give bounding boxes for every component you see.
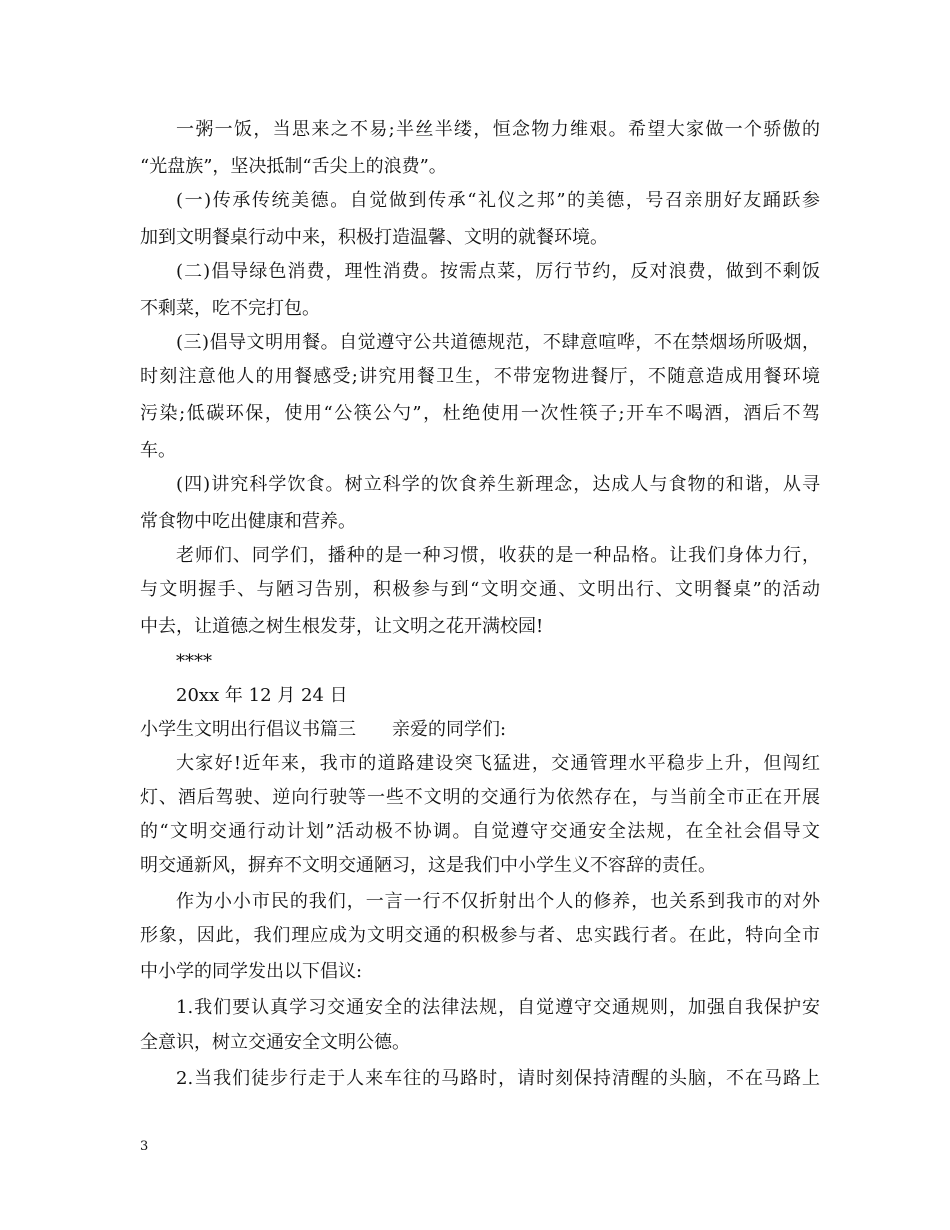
text-line: 与文明握手、与陋习告别，积极参与到“文明交通、文明出行、文明餐桌”的活动 bbox=[140, 579, 820, 600]
text-line: 车。 bbox=[140, 440, 176, 461]
text-line: 污染;低碳环保，使用“公筷公勺”，杜绝使用一次性筷子;开车不喝酒，酒后不驾 bbox=[140, 403, 820, 424]
text-line: 全意识，树立交通安全文明公德。 bbox=[140, 1032, 410, 1053]
section-heading: 小学生文明出行倡议书篇三 亲爱的同学们: bbox=[140, 719, 507, 740]
text-line: 灯、酒后驾驶、逆向行驶等一些不文明的交通行为依然存在，与当前全市正在开展 bbox=[140, 787, 820, 808]
text-line: (四)讲究科学饮食。树立科学的饮食养生新理念，达成人与食物的和谐，从寻 bbox=[176, 474, 820, 495]
text-line: 大家好!近年来，我市的道路建设突飞猛进，交通管理水平稳步上升，但闯红 bbox=[176, 753, 820, 774]
text-line: (二)倡导绿色消费，理性消费。按需点菜，厉行节约，反对浪费，做到不剩饭 bbox=[176, 261, 820, 282]
text-line: 作为小小市民的我们，一言一行不仅折射出个人的修养，也关系到我市的对外 bbox=[176, 891, 820, 912]
date-line: 20xx 年 12 月 24 日 bbox=[176, 685, 348, 706]
text-line: 形象，因此，我们理应成为文明交通的积极参与者、忠实践行者。在此，特向全市 bbox=[140, 925, 820, 946]
text-line: 的“文明交通行动计划”活动极不协调。自觉遵守交通安全法规，在全社会倡导文 bbox=[140, 821, 820, 842]
signature-stars: **** bbox=[176, 651, 212, 672]
text-line: 加到文明餐桌行动中来，积极打造温馨、文明的就餐环境。 bbox=[140, 227, 608, 248]
text-line: 时刻注意他人的用餐感受;讲究用餐卫生，不带宠物进餐厅，不随意造成用餐环境 bbox=[140, 366, 820, 387]
text-line: (一)传承传统美德。自觉做到传承“礼仪之邦”的美德，号召亲朋好友踊跃参 bbox=[176, 190, 820, 211]
text-line: 1.我们要认真学习交通安全的法律法规，自觉遵守交通规则，加强自我保护安 bbox=[176, 997, 820, 1018]
text-line: 中小学的同学发出以下倡议: bbox=[140, 961, 363, 982]
text-line: (三)倡导文明用餐。自觉遵守公共道德规范，不肆意喧哗，不在禁烟场所吸烟， bbox=[176, 332, 820, 353]
text-line: “光盘族”，坚决抵制“舌尖上的浪费”。 bbox=[140, 156, 447, 177]
text-line: 2.当我们徒步行走于人来车往的马路时，请时刻保持清醒的头脑，不在马路上 bbox=[176, 1068, 820, 1089]
text-line: 明交通新风，摒弃不文明交通陋习，这是我们中小学生义不容辞的责任。 bbox=[140, 855, 716, 876]
text-line: 不剩菜，吃不完打包。 bbox=[140, 298, 320, 319]
text-line: 老师们、同学们，播种的是一种习惯，收获的是一种品格。让我们身体力行， bbox=[176, 545, 820, 566]
page-number: 3 bbox=[140, 1139, 149, 1154]
text-line: 中去，让道德之树生根发芽，让文明之花开满校园! bbox=[140, 616, 544, 637]
text-line: 一粥一饭，当思来之不易;半丝半缕，恒念物力维艰。希望大家做一个骄傲的 bbox=[176, 119, 820, 140]
text-line: 常食物中吃出健康和营养。 bbox=[140, 511, 356, 532]
